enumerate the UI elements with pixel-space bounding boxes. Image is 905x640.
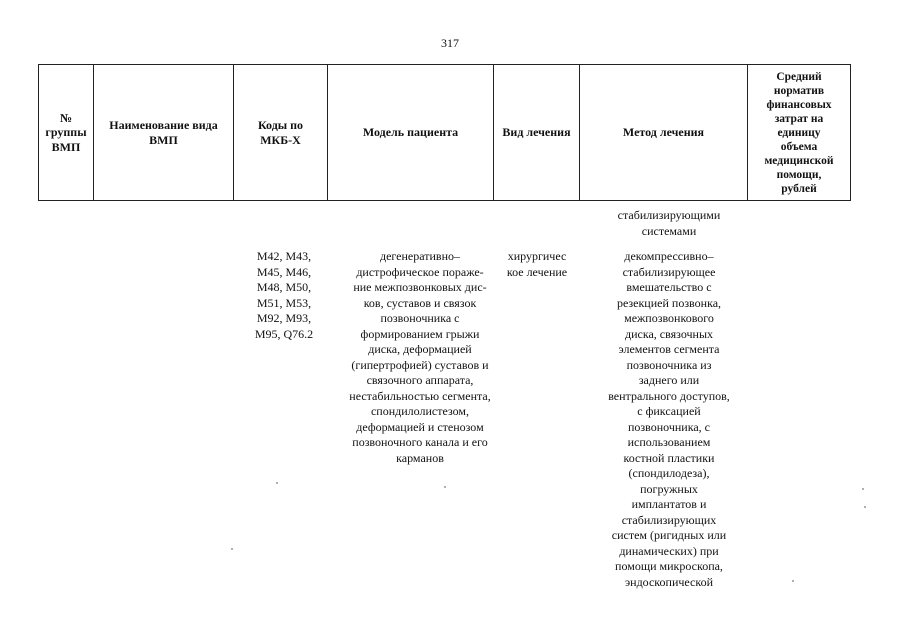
scan-speck <box>864 506 866 508</box>
scan-speck <box>231 548 233 550</box>
method-continuation: стабилизирующими системами <box>617 208 721 238</box>
header-average-cost: Средний норматив финансовых затрат на единицу объема медицинской помощи, рублей <box>748 65 851 201</box>
table-header <box>38 64 851 201</box>
scan-speck <box>792 580 794 582</box>
header-group-number: № группы ВМП <box>39 65 94 201</box>
scan-speck <box>862 488 864 490</box>
header-vmp-name: Наименование вида ВМП <box>94 65 234 201</box>
header-treatment-method: Метод лечения <box>580 65 748 201</box>
patient-model-cell: дегенеративно– дистрофическое пораже- ние межпозвонковых дис- ков, суставов и связок позвоночника с формированием грыжи диска, деформацией (гипертрофией) суставов и связочного аппарата, нестабильностью сегмента, спондилолистезом, деформацией и стенозом позвоночного канала и его карманов <box>349 249 491 465</box>
scan-speck <box>444 486 446 488</box>
scan-speck <box>276 482 278 484</box>
header-treatment-type: Вид лечения <box>494 65 580 201</box>
header-patient-model: Модель пациента <box>328 65 494 201</box>
icd-codes-cell: M42, M43, M45, M46, M48, M50, M51, M53, M92, M93, M95, Q76.2 <box>254 249 314 341</box>
header-icd-codes: Коды по МКБ-X <box>234 65 328 201</box>
page-number: 317 <box>441 36 459 50</box>
treatment-method-cell: декомпрессивно– стабилизирующее вмешательство с резекцией позвонка, межпозвонкового диска, связочных элементов сегмента позвоночника из заднего или вентрального доступов, с фиксацией позвоночника, с использованием костной пластики (спондилодеза), погружных имплантатов и стабилизирующих систем (ригидных или динамических) при помощи микроскопа, эндоскопической <box>608 249 730 589</box>
treatment-type-cell: хирургичес кое лечение <box>506 249 568 279</box>
